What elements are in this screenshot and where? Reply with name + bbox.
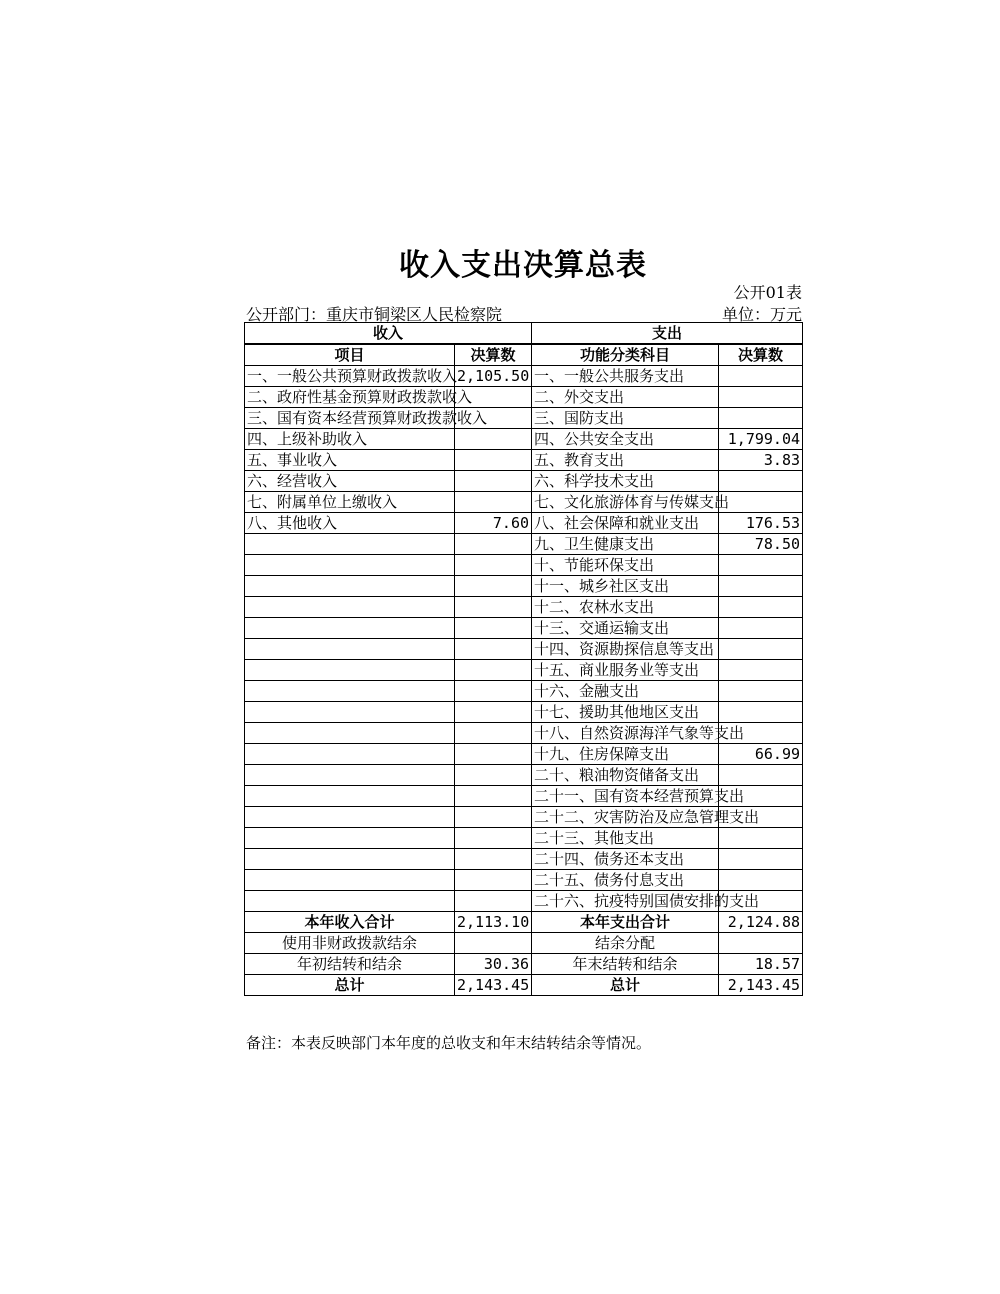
grand-expense-total-value: 2,143.45: [719, 975, 803, 996]
expense-item-cell: 五、教育支出: [532, 450, 719, 471]
nonfiscal-balance-label: 使用非财政拨款结余: [245, 933, 455, 954]
expense-item-cell: 十五、商业服务业等支出: [532, 660, 719, 681]
expense-item-cell: 九、卫生健康支出: [532, 534, 719, 555]
table-row: [245, 366, 803, 387]
expense-amount-cell: 1,799.04: [719, 429, 803, 450]
income-amount-cell: [455, 807, 532, 828]
year-income-total-value: 2,113.10: [455, 912, 532, 933]
income-item-cell: [245, 828, 455, 849]
income-section-header: 收入: [245, 323, 532, 345]
expense-item-cell: 十六、金融支出: [532, 681, 719, 702]
expense-item-cell: 十、节能环保支出: [532, 555, 719, 576]
income-item-cell: 一、一般公共预算财政拨款收入: [245, 366, 455, 387]
table-row: [245, 660, 803, 681]
table-row: [245, 513, 803, 534]
department-label: 公开部门：重庆市铜梁区人民检察院: [246, 305, 503, 324]
expense-amount-cell: [719, 366, 803, 387]
expense-item-cell: 二十三、其他支出: [532, 828, 719, 849]
income-item-cell: 三、国有资本经营预算财政拨款收入: [245, 408, 455, 429]
expense-item-cell: 十二、农林水支出: [532, 597, 719, 618]
income-amount-cell: [455, 723, 532, 744]
income-amount-cell: [455, 891, 532, 912]
expense-item-cell: 十三、交通运输支出: [532, 618, 719, 639]
income-amount-cell: [455, 639, 532, 660]
table-row: [245, 681, 803, 702]
form-number: 公开01表: [733, 283, 802, 302]
income-item-cell: [245, 660, 455, 681]
income-amount-cell: [455, 828, 532, 849]
income-amount-cell: [455, 471, 532, 492]
income-amount-cell: [455, 660, 532, 681]
table-row: [245, 702, 803, 723]
income-amount-cell: [455, 555, 532, 576]
grand-expense-total-label: 总计: [532, 975, 719, 996]
expense-section-header: 支出: [532, 323, 803, 345]
expense-amount-cell: [719, 849, 803, 870]
expense-amount-cell: 66.99: [719, 744, 803, 765]
grand-income-total-value: 2,143.45: [455, 975, 532, 996]
income-amount-cell: [455, 681, 532, 702]
table-row: [245, 870, 803, 891]
balance-distribution-value: [719, 933, 803, 954]
income-amount-cell: [455, 597, 532, 618]
income-item-cell: [245, 849, 455, 870]
expense-item-cell: 二十五、债务付息支出: [532, 870, 719, 891]
table-row: [245, 555, 803, 576]
expense-item-cell: 三、国防支出: [532, 408, 719, 429]
income-amount-header: 决算数: [455, 344, 532, 366]
income-amount-cell: [455, 576, 532, 597]
income-item-cell: [245, 534, 455, 555]
table-row: [245, 744, 803, 765]
income-amount-cell: 2,105.50: [455, 366, 532, 387]
expense-amount-cell: [719, 597, 803, 618]
table-row: [245, 807, 803, 828]
income-item-cell: [245, 555, 455, 576]
expense-item-cell: 二十六、抗疫特别国债安排的支出: [532, 891, 719, 912]
expense-amount-header: 决算数: [719, 344, 803, 366]
income-item-cell: 五、事业收入: [245, 450, 455, 471]
table-row: [245, 618, 803, 639]
income-amount-cell: [455, 450, 532, 471]
expense-item-cell: 二十四、债务还本支出: [532, 849, 719, 870]
expense-item-cell: 十一、城乡社区支出: [532, 576, 719, 597]
income-amount-cell: [455, 618, 532, 639]
income-item-cell: [245, 786, 455, 807]
income-amount-cell: [455, 534, 532, 555]
expense-amount-cell: [719, 555, 803, 576]
expense-item-cell: 二十、粮油物资储备支出: [532, 765, 719, 786]
table-row: [245, 891, 803, 912]
expense-amount-cell: [719, 471, 803, 492]
income-amount-cell: [455, 744, 532, 765]
year-income-total-label: 本年收入合计: [245, 912, 455, 933]
expense-amount-cell: 78.50: [719, 534, 803, 555]
income-item-cell: 四、上级补助收入: [245, 429, 455, 450]
expense-item-cell: 四、公共安全支出: [532, 429, 719, 450]
expense-amount-cell: [719, 681, 803, 702]
income-item-cell: [245, 597, 455, 618]
expense-item-cell: 十八、自然资源海洋气象等支出: [532, 723, 719, 744]
income-amount-cell: [455, 702, 532, 723]
expense-item-cell: 六、科学技术支出: [532, 471, 719, 492]
income-item-cell: 六、经营收入: [245, 471, 455, 492]
table-row: [245, 765, 803, 786]
income-amount-cell: [455, 429, 532, 450]
table-row: [245, 639, 803, 660]
income-amount-cell: 7.60: [455, 513, 532, 534]
expense-item-cell: 十四、资源勘探信息等支出: [532, 639, 719, 660]
footnote: 备注：本表反映部门本年度的总收支和年末结转结余等情况。: [246, 1034, 652, 1052]
expense-amount-cell: [719, 828, 803, 849]
expense-amount-cell: [719, 702, 803, 723]
table-row: [245, 534, 803, 555]
begin-balance-label: 年初结转和结余: [245, 954, 455, 975]
income-item-cell: [245, 765, 455, 786]
income-item-cell: 七、附属单位上缴收入: [245, 492, 455, 513]
expense-item-cell: 十九、住房保障支出: [532, 744, 719, 765]
income-item-cell: [245, 870, 455, 891]
table-row: [245, 723, 803, 744]
income-item-cell: [245, 744, 455, 765]
table-row: [245, 387, 803, 408]
table-row: [245, 450, 803, 471]
income-amount-cell: [455, 492, 532, 513]
expense-amount-cell: [719, 387, 803, 408]
expense-amount-cell: [719, 408, 803, 429]
table-row: [245, 786, 803, 807]
income-item-cell: 八、其他收入: [245, 513, 455, 534]
income-expense-table: [244, 322, 803, 996]
year-expense-total-label: 本年支出合计: [532, 912, 719, 933]
nonfiscal-balance-value: [455, 933, 532, 954]
table-row: [245, 849, 803, 870]
income-item-header: 项目: [245, 344, 455, 366]
balance-distribution-label: 结余分配: [532, 933, 719, 954]
income-item-cell: [245, 723, 455, 744]
income-item-cell: [245, 576, 455, 597]
begin-balance-value: 30.36: [455, 954, 532, 975]
end-balance-label: 年末结转和结余: [532, 954, 719, 975]
income-item-cell: [245, 639, 455, 660]
income-item-cell: [245, 681, 455, 702]
expense-amount-cell: [719, 870, 803, 891]
income-item-cell: [245, 618, 455, 639]
unit-label: 单位：万元: [721, 305, 802, 324]
table-row: [245, 828, 803, 849]
expense-amount-cell: [719, 492, 803, 513]
expense-item-cell: 二十二、灾害防治及应急管理支出: [532, 807, 719, 828]
expense-amount-cell: [719, 765, 803, 786]
expense-amount-cell: [719, 618, 803, 639]
expense-amount-cell: 3.83: [719, 450, 803, 471]
income-item-cell: [245, 891, 455, 912]
expense-item-cell: 十七、援助其他地区支出: [532, 702, 719, 723]
income-amount-cell: [455, 849, 532, 870]
expense-item-cell: 八、社会保障和就业支出: [532, 513, 719, 534]
expense-amount-cell: [719, 660, 803, 681]
table-row: [245, 597, 803, 618]
table-row: [245, 471, 803, 492]
expense-item-cell: 二十一、国有资本经营预算支出: [532, 786, 719, 807]
table-row: [245, 408, 803, 429]
expense-item-cell: 一、一般公共服务支出: [532, 366, 719, 387]
expense-item-header: 功能分类科目: [532, 344, 719, 366]
income-item-cell: [245, 702, 455, 723]
expense-amount-cell: 176.53: [719, 513, 803, 534]
table-row: [245, 429, 803, 450]
grand-income-total-label: 总计: [245, 975, 455, 996]
expense-item-cell: 七、文化旅游体育与传媒支出: [532, 492, 719, 513]
income-item-cell: 二、政府性基金预算财政拨款收入: [245, 387, 455, 408]
income-item-cell: [245, 807, 455, 828]
year-expense-total-value: 2,124.88: [719, 912, 803, 933]
income-amount-cell: [455, 786, 532, 807]
expense-amount-cell: [719, 639, 803, 660]
table-row: [245, 576, 803, 597]
page-title: 收入支出决算总表: [399, 248, 647, 283]
expense-item-cell: 二、外交支出: [532, 387, 719, 408]
expense-amount-cell: [719, 576, 803, 597]
table-row: [245, 492, 803, 513]
income-amount-cell: [455, 870, 532, 891]
end-balance-value: 18.57: [719, 954, 803, 975]
income-amount-cell: [455, 765, 532, 786]
